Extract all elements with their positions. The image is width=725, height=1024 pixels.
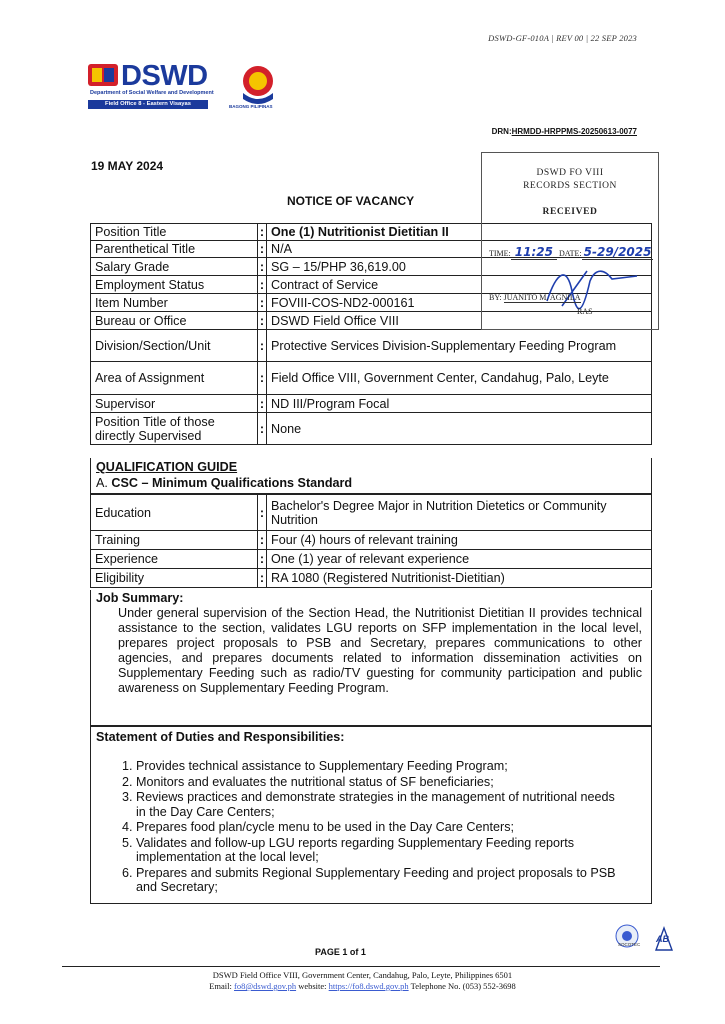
cert-label-2: AB <box>656 934 669 944</box>
qualification-label: Training <box>91 531 258 550</box>
detail-row <box>91 362 652 395</box>
stamp-received-by <box>489 293 581 302</box>
cert-label-1: SOCOTEC <box>618 942 641 947</box>
job-summary <box>90 590 652 726</box>
footer-email-link[interactable]: fo8@dswd.gov.ph <box>234 981 297 991</box>
bagong-pilipinas-text: BAGONG PILIPINAS <box>229 104 273 109</box>
detail-value: One (1) Nutritionist Dietitian II <box>267 224 652 241</box>
job-summary-text: Under general supervision of the Section Head, the Nutritionist Dietitian II provides technical assistance to the section, validates LGU reports on SFP implementation in the local level, prepares project proposals to PSB and Secretary, prepares communications to other agencies, and prepares documents related to information dissemination activities on Supplementary Feeding such as radio/TV guesting for community participation and public awareness on Supplementary Feeding Program. <box>118 606 642 695</box>
qualification-value: Four (4) hours of relevant training <box>267 531 652 550</box>
job-summary-heading: Job Summary: <box>96 591 184 605</box>
dswd-mark-icon <box>88 64 118 86</box>
footer-phone: Telephone No. (053) 552-3698 <box>410 981 516 991</box>
qualification-row <box>91 495 652 531</box>
qualification-colon: : <box>258 569 267 588</box>
detail-label: Position Title of those directly Supervised <box>91 413 258 445</box>
qualification-row <box>91 569 652 588</box>
footer-contact <box>0 981 725 991</box>
detail-label: Area of Assignment <box>91 362 258 395</box>
detail-value: Protective Services Division-Supplementary Feeding Program <box>267 330 652 362</box>
stamp-time-label: TIME: <box>489 249 511 258</box>
page-title: NOTICE OF VACANCY <box>287 194 415 208</box>
qualification-colon: : <box>258 531 267 550</box>
certification-logos-icon <box>612 920 682 960</box>
drn-value: HRMDD-HRPPMS-20250613-0077 <box>511 127 637 136</box>
qualification-colon: : <box>258 495 267 531</box>
document-date: 19 MAY 2024 <box>91 159 164 173</box>
stamp-time-value: 11:25 <box>511 245 557 260</box>
qualification-row <box>91 531 652 550</box>
detail-label: Parenthetical Title <box>91 241 258 258</box>
logo-field-office-bar: Field Office 8 - Eastern Visayas <box>88 100 208 109</box>
footer-website-label: website: <box>298 981 327 991</box>
qualification-table <box>90 494 652 588</box>
stamp-line2: RECORDS SECTION <box>523 181 617 191</box>
qualification-row <box>91 550 652 569</box>
detail-label: Division/Section/Unit <box>91 330 258 362</box>
qualification-sub-prefix: A. <box>96 476 108 490</box>
detail-value: None <box>267 413 652 445</box>
qualification-label: Experience <box>91 550 258 569</box>
stamp-date-value: 5-29/2025 <box>583 245 652 259</box>
duty-item: 4. Prepares food plan/cycle menu to be used in the Day Care Centers; <box>136 820 616 835</box>
detail-colon: : <box>258 294 267 312</box>
stamp-line1: DSWD FO VIII <box>536 168 604 178</box>
stamp-by-label: BY: <box>489 293 502 302</box>
drn-label: DRN: <box>491 127 512 136</box>
form-reference: DSWD-GF-010A | REV 00 | 22 SEP 2023 <box>488 33 637 43</box>
stamp-office <box>482 167 658 193</box>
qualification-value: RA 1080 (Registered Nutritionist-Dietitian) <box>267 569 652 588</box>
stamp-time-date <box>489 245 653 259</box>
detail-colon: : <box>258 330 267 362</box>
detail-row <box>91 330 652 362</box>
duty-item: 3. Reviews practices and demonstrate strategies in the management of nutritional needs in the Day Care Centers; <box>136 790 616 819</box>
stamp-date-label: DATE: <box>558 249 582 258</box>
detail-colon: : <box>258 258 267 276</box>
detail-label: Salary Grade <box>91 258 258 276</box>
duties-list <box>96 759 646 895</box>
detail-label: Supervisor <box>91 395 258 413</box>
detail-colon: : <box>258 276 267 294</box>
stamp-by-name: JUANITO M. AGNILA <box>503 293 581 302</box>
footer-email-label: Email: <box>209 981 232 991</box>
detail-label: Bureau or Office <box>91 312 258 330</box>
duty-item: 6. Prepares and submits Regional Supplementary Feeding and project proposals to PSB and Secretary; <box>136 866 616 895</box>
dswd-logo <box>88 60 288 120</box>
detail-value: SG – 15/PHP 36,619.00 <box>267 258 652 276</box>
qualification-colon: : <box>258 550 267 569</box>
qualification-heading: QUALIFICATION GUIDE <box>96 460 238 474</box>
records-received-stamp <box>481 152 659 330</box>
qualification-header <box>90 458 652 494</box>
duty-item: 1. Provides technical assistance to Supplementary Feeding Program; <box>136 759 616 774</box>
detail-colon: : <box>258 413 267 445</box>
page-number: PAGE 1 of 1 <box>315 947 366 957</box>
qualification-value: One (1) year of relevant experience <box>267 550 652 569</box>
detail-colon: : <box>258 312 267 330</box>
footer-address: DSWD Field Office VIII, Government Center, Candahug, Palo, Leyte, Philippines 6501 <box>212 970 513 980</box>
logo-text: DSWD <box>121 60 208 92</box>
duties-section <box>90 726 652 904</box>
detail-row <box>91 395 652 413</box>
detail-value: FOVIII-COS-ND2-000161 <box>267 294 652 312</box>
detail-value: N/A <box>267 241 652 258</box>
stamp-by-role: RAS <box>577 307 593 316</box>
logo-subtitle: Department of Social Welfare and Development <box>90 90 214 96</box>
detail-colon: : <box>258 224 267 241</box>
detail-colon: : <box>258 395 267 413</box>
qualification-value: Bachelor's Degree Major in Nutrition Dietetics or Community Nutrition <box>267 495 652 531</box>
detail-label: Item Number <box>91 294 258 312</box>
duties-heading: Statement of Duties and Responsibilities: <box>96 730 345 744</box>
detail-row <box>91 413 652 445</box>
detail-value: ND III/Program Focal <box>267 395 652 413</box>
detail-colon: : <box>258 362 267 395</box>
qualification-sub-text: CSC – Minimum Qualifications Standard <box>111 476 353 490</box>
duty-item: 5. Validates and follow-up LGU reports regarding Supplementary Feeding reports implementation at the local level; <box>136 836 616 865</box>
qualification-label: Education <box>91 495 258 531</box>
footer-website-link[interactable]: https://fo8.dswd.gov.ph <box>328 981 409 991</box>
footer-divider <box>62 966 660 967</box>
detail-value: Contract of Service <box>267 276 652 294</box>
detail-value: DSWD Field Office VIII <box>267 312 652 330</box>
stamp-received: RECEIVED <box>542 207 598 217</box>
qualification-label: Eligibility <box>91 569 258 588</box>
detail-value: Field Office VIII, Government Center, Candahug, Palo, Leyte <box>267 362 652 395</box>
duty-item: 2. Monitors and evaluates the nutritional status of SF beneficiaries; <box>136 775 616 790</box>
drn-reference <box>492 127 637 136</box>
qualification-subheading <box>96 475 651 491</box>
detail-label: Position Title <box>91 224 258 241</box>
detail-label: Employment Status <box>91 276 258 294</box>
detail-colon: : <box>258 241 267 258</box>
